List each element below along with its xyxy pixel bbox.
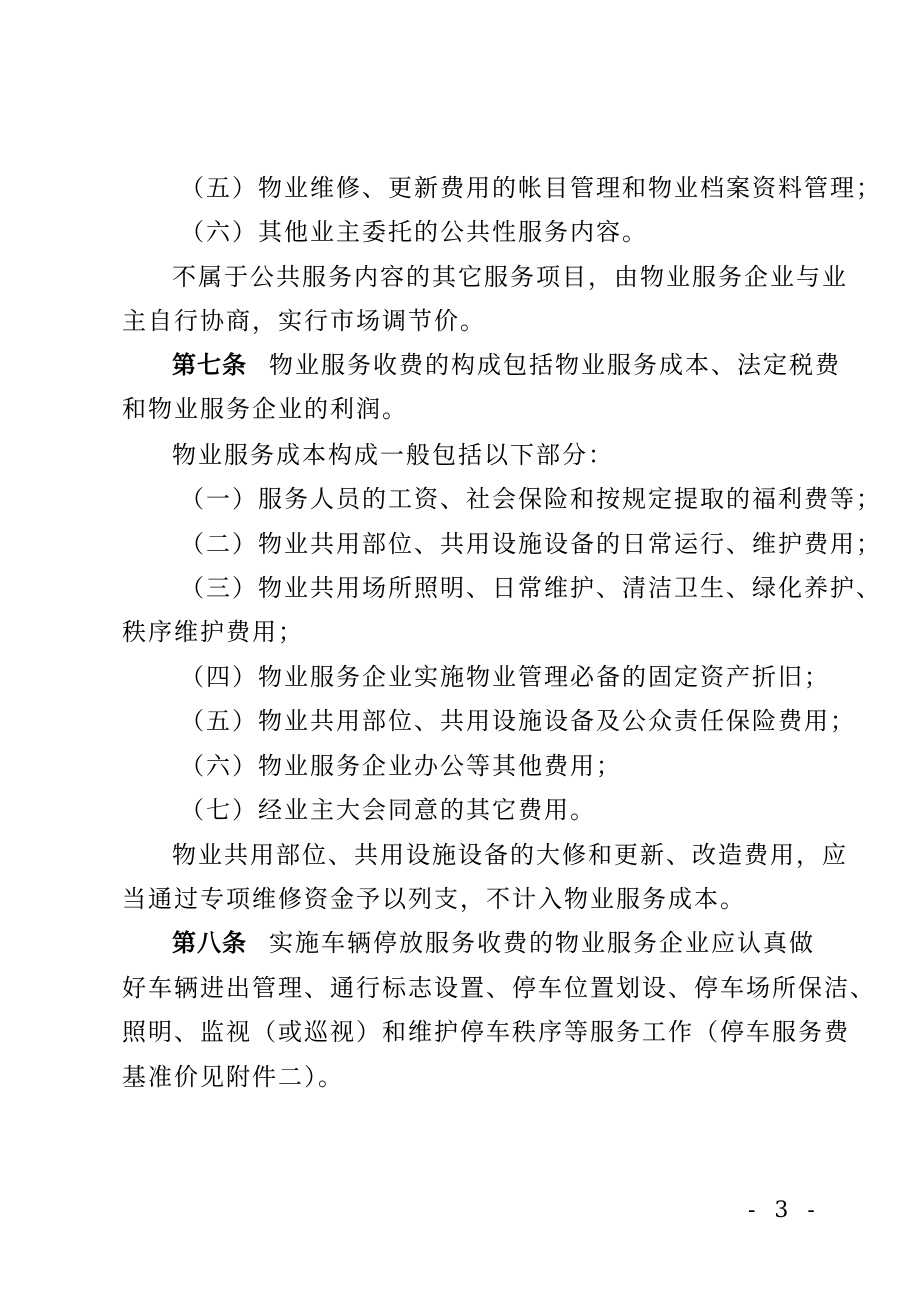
line-text: 不属于公共服务内容的其它服务项目，由物业服务企业与业 bbox=[172, 263, 848, 291]
line-text: （四）物业服务企业实施物业管理必备的固定资产折旧； bbox=[180, 663, 830, 691]
article-line bbox=[172, 350, 841, 380]
text-line bbox=[122, 1017, 850, 1047]
line-text: 实施车辆停放服务收费的物业服务企业应认真做 bbox=[269, 929, 815, 957]
article-heading: 第八条 bbox=[172, 929, 247, 957]
line-text: 主自行协商，实行市场调节价。 bbox=[122, 307, 486, 335]
line-text: 物业共用部位、共用设施设备的大修和更新、改造费用，应 bbox=[172, 841, 848, 869]
text-line bbox=[172, 440, 614, 470]
text-line bbox=[180, 706, 856, 736]
line-text: （六）其他业主委托的公共性服务内容。 bbox=[180, 218, 648, 246]
text-line bbox=[180, 573, 882, 603]
text-line bbox=[122, 1062, 344, 1092]
line-text: （一）服务人员的工资、社会保险和按规定提取的福利费等； bbox=[180, 485, 882, 513]
text-line bbox=[172, 262, 848, 292]
article-line bbox=[172, 928, 815, 958]
text-line bbox=[180, 751, 622, 781]
text-line bbox=[180, 173, 882, 203]
line-text: 好车辆进出管理、通行标志设置、停车位置划设、停车场所保洁、 bbox=[122, 974, 876, 1002]
line-text: （二）物业共用部位、共用设施设备的日常运行、维护费用； bbox=[180, 530, 882, 558]
line-text: 物业服务收费的构成包括物业服务成本、法定税费 bbox=[269, 351, 841, 379]
line-text: （六）物业服务企业办公等其他费用； bbox=[180, 752, 622, 780]
line-text: 当通过专项维修资金予以列支，不计入物业服务成本。 bbox=[122, 885, 746, 913]
line-text: （七）经业主大会同意的其它费用。 bbox=[180, 796, 596, 824]
line-text: 和物业服务企业的利润。 bbox=[122, 395, 408, 423]
text-line bbox=[122, 973, 876, 1003]
line-text: 基准价见附件二）。 bbox=[122, 1063, 344, 1091]
text-line bbox=[180, 217, 648, 247]
text-line bbox=[180, 484, 882, 514]
line-text: 照明、监视（或巡视）和维护停车秩序等服务工作（停车服务费 bbox=[122, 1018, 850, 1046]
line-text: 秩序维护费用； bbox=[122, 618, 304, 646]
text-line bbox=[180, 529, 882, 559]
text-line bbox=[122, 884, 746, 914]
text-line bbox=[180, 662, 830, 692]
article-heading: 第七条 bbox=[172, 351, 247, 379]
line-text: 物业服务成本构成一般包括以下部分： bbox=[172, 441, 614, 469]
line-text: （五）物业共用部位、共用设施设备及公众责任保险费用； bbox=[180, 707, 856, 735]
line-text: （五）物业维修、更新费用的帐目管理和物业档案资料管理； bbox=[180, 174, 882, 202]
text-line bbox=[122, 306, 486, 336]
text-line bbox=[180, 795, 596, 825]
page-number: - 3 - bbox=[748, 1198, 821, 1223]
text-line bbox=[122, 617, 304, 647]
text-line bbox=[122, 394, 408, 424]
line-text: （三）物业共用场所照明、日常维护、清洁卫生、绿化养护、 bbox=[180, 574, 882, 602]
text-line bbox=[172, 840, 848, 870]
